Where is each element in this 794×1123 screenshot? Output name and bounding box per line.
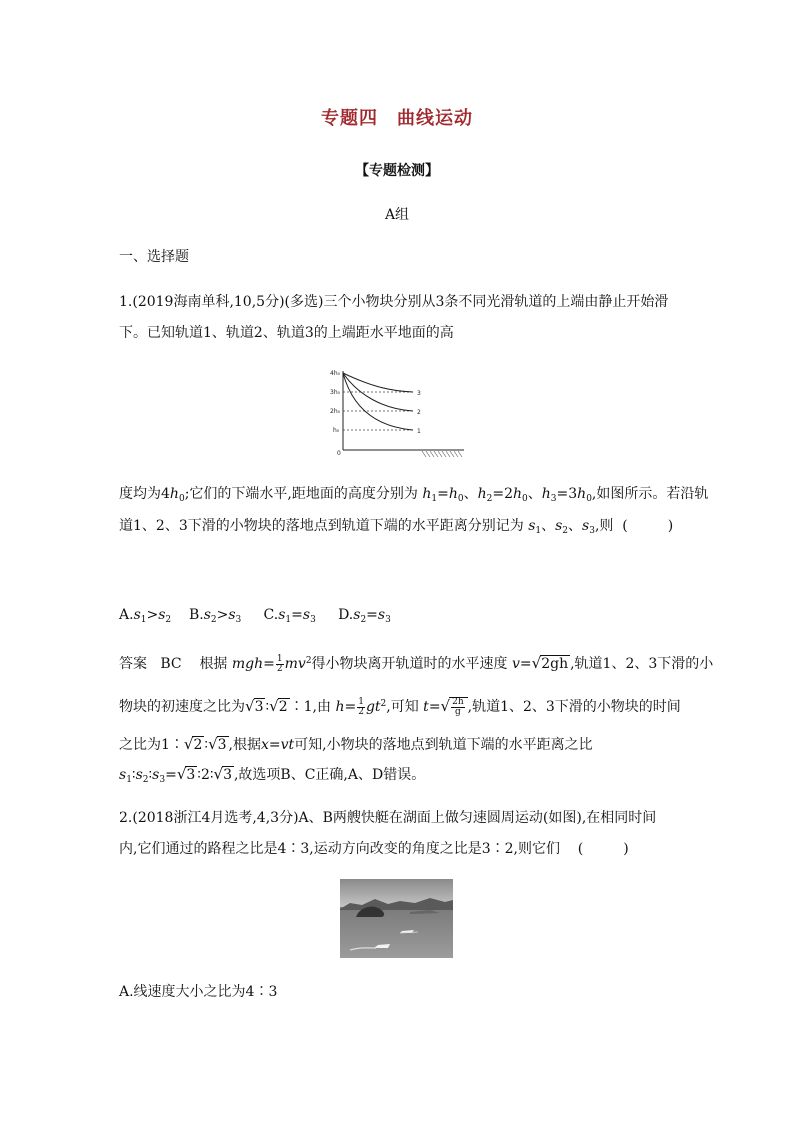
question-2-option-a: A.线速度大小之比为4∶3 [119,984,278,1000]
page-title: 专题四 曲线运动 [321,108,473,129]
y-label-2h0: 2h₀ [330,408,341,415]
question-1-line-2: 下。已知轨道1、轨道2、轨道3的上端距水平地面的高 [119,325,454,341]
question-1-line-4: 道1、2、3下滑的小物块的落地点到轨道下端的水平距离分别记为 $s_1$、$s_2$、$s_3$,则 ( ) [119,518,674,536]
lake-photo [340,879,453,958]
curve-label-1: 1 [417,428,421,435]
curve-label-2: 2 [417,409,421,416]
y-label-3h0: 3h₀ [330,389,341,396]
question-1-line-1: 1.(2019海南单科,10,5分)(多选)三个小物块分别从3条不同光滑轨道的上端由静止开始滑 [119,294,669,310]
y-label-4h0: 4h₀ [330,370,341,377]
answer-line-1: 答案 BC 根据 mgh= $\frac{1}{2}$ $mv^2$得小物块离开轨道时的水平速度 v=√2gh ,轨道1、2、3下滑的小 [119,653,714,674]
y-label-0: 0 [337,450,341,457]
question-2-line-1: 2.(2018浙江4月选考,4,3分)A、B两艘快艇在湖面上做匀速圆周运动(如图),在相同时间 [119,810,657,826]
question-2-line-2: 内,它们通过的路程之比是4∶3,运动方向改变的角度之比是3∶2,则它们 ( ) [119,841,629,857]
curve-label-3: 3 [417,390,421,397]
answer-line-3: 之比为1∶√2 ∶√3 ,根据x=vt可知,小物块的落地点到轨道下端的水平距离之比 [119,735,593,753]
answer-line-4: $s_1∶s_2∶s_3=√3$ ∶2∶√3 ,故选项B、C正确,A、D错误。 [119,765,426,785]
answer-line-2: 物块的初速度之比为√3 ∶√2 ∶1,由 h= $\frac{1}{2}$ $gt^2$,可知 t=√ $\frac{2h}{g}$ ,轨道1、2、3下滑的小物块的时间 [119,696,681,717]
section-heading: 【专题检测】 [355,163,439,179]
question-1-options: $A.s_1>s_2$ $B.s_2>s_3$ $C.s_1=s_3$ $D.s_2=s_3$ [119,607,391,625]
question-1-line-3: 度均为$4h_0$;它们的下端水平,距地面的高度分别为 $h_1=h_0$、$h_2=2h_0$、$h_3=3h_0$,如图所示。若沿轨 [119,486,709,504]
y-label-h0: h₀ [333,427,340,434]
part-heading: 一、选择题 [119,249,189,265]
group-label: A组 [384,207,410,223]
track-figure [328,365,466,458]
